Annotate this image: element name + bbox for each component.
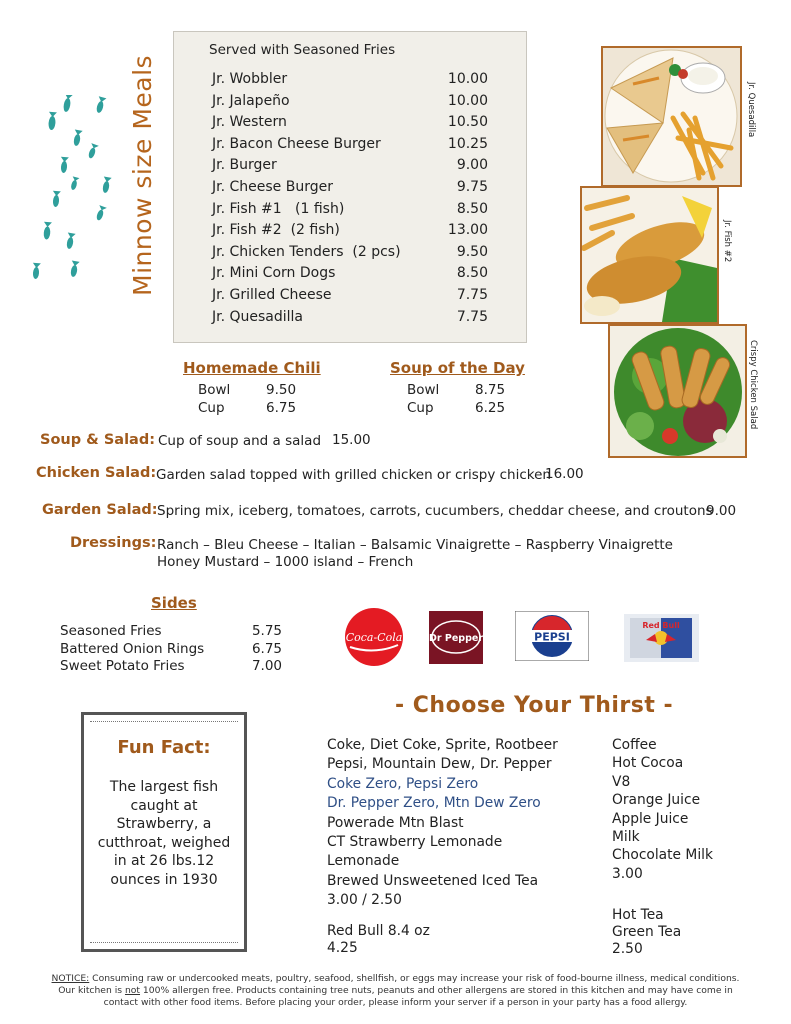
fish-icon [72,129,83,146]
minnow-item-name: Jr. Jalapeño [212,92,290,109]
minnow-item [212,177,488,199]
minnow-item-price: 9.50 [456,243,488,260]
soup-salad-label: Soup & Salad: [40,432,156,448]
minnow-item [212,220,488,242]
minnow-item [212,69,488,91]
drink-item: Hot Cocoa [612,755,684,772]
drink-item: Lemonade [327,853,400,870]
chili-bowl-row [198,381,321,399]
garden-salad-label: Garden Salad: [42,502,158,518]
minnow-item-name: Jr. Grilled Cheese [212,286,332,303]
minnow-item [212,134,488,156]
minnow-meals-title: Minnow size Meals [128,54,157,296]
drink-item: Coke, Diet Coke, Sprite, Rootbeer [327,737,558,753]
drink-item: V8 [612,773,631,790]
drink-item-zero: Coke Zero, Pepsi Zero [327,775,479,792]
chicken-salad-label: Chicken Salad: [36,465,157,481]
minnow-item [212,155,488,177]
notice-line-2 [10,985,781,997]
fish-icon [86,143,98,159]
served-with-note: Served with Seasoned Fries [209,42,396,58]
quesadilla-photo-label: Jr. Quesadilla [746,82,756,138]
chicken-salad-price: 16.00 [545,466,584,482]
red-bull-price: 4.25 [327,940,358,957]
drinks-column-1 [327,736,587,911]
side-item [60,658,282,676]
side-item-price: 5.75 [251,623,282,639]
fish-icon [31,263,40,280]
fun-fact-box [81,712,247,952]
fish-school-decoration [22,95,122,290]
fish-icon [95,96,107,114]
side-item [60,641,282,659]
minnow-item-price: 8.50 [456,200,488,217]
fish-icon [65,232,76,249]
soup-cup-price: 6.25 [475,400,506,416]
fish-icon [51,191,60,208]
minnow-item-price: 8.50 [456,265,488,282]
notice-line-3: contact with other food items. Before placing your order, please inform your server if a person in your party has a food allergy. [103,997,688,1008]
minnow-item-name: Jr. Cheese Burger [212,178,333,195]
chili-cup-row [198,399,321,417]
garden-salad-desc: Spring mix, iceberg, tomatoes, carrots, cucumbers, cheddar cheese, and croutons [157,503,713,519]
soup-salad-price: 15.00 [332,432,371,448]
coca-cola-logo [344,607,404,667]
dressings-line-1: Ranch – Bleu Cheese – Italian – Balsamic Vinaigrette – Raspberry Vinaigrette [157,537,673,553]
drink-item: Coffee [612,737,657,753]
drink-item: Pepsi, Mountain Dew, Dr. Pepper [327,756,552,773]
drinks-column-3 [612,907,681,957]
drink-item: Green Tea [612,923,682,940]
soup-of-day-title: Soup of the Day [390,359,525,377]
notice-line-1-text: Consuming raw or undercooked meats, poultry, seafood, shellfish, or eggs may increase your risk of food-bourne illness, medical conditions. [89,973,740,984]
soup-cup-label: Cup [407,400,434,416]
fun-fact-body: The largest fish caught at Strawberry, a cutthroat, weighed in at 26 lbs.12 ounces in 1930 [97,779,231,888]
drink-item: CT Strawberry Lemonade [327,834,503,851]
quesadilla-photo [601,46,742,187]
minnow-item-price: 10.00 [447,71,488,87]
chili-bowl-price: 9.50 [266,382,297,398]
fish-icon [62,95,73,113]
notice-not: not [124,985,141,996]
minnow-item-name: Jr. Quesadilla [212,308,304,325]
drink-item: Hot Tea [612,907,664,923]
dr-pepper-logo-text: Dr Pepper [429,633,483,644]
notice-line-1 [10,973,781,985]
minnow-menu-box [173,31,527,343]
choose-your-thirst-title: - Choose Your Thirst - [395,693,674,718]
fish-icon [69,260,80,277]
side-item-name: Battered Onion Rings [60,640,205,657]
minnow-item [212,112,488,134]
minnow-item-price: 10.50 [447,114,488,131]
homemade-chili-section [183,359,321,417]
drink-item: 2.50 [612,940,643,957]
side-item-name: Seasoned Fries [60,623,162,639]
side-item-price: 6.75 [251,640,282,657]
side-item-name: Sweet Potato Fries [60,658,185,674]
chili-cup-label: Cup [198,400,225,416]
sides-title: Sides [151,594,197,612]
drink-item: Orange Juice [612,792,701,809]
fish-icon [101,176,112,193]
minnow-item-price: 7.75 [456,286,488,303]
notice-label: NOTICE: [51,973,90,984]
pepsi-logo [515,611,589,661]
minnow-item [212,242,488,264]
red-bull-drink [327,922,430,959]
minnow-item-name: Jr. Burger [212,157,277,174]
red-bull-line: Red Bull 8.4 oz [327,923,430,939]
chili-cup-price: 6.75 [266,400,297,416]
coca-cola-logo-text: Coca-Cola [345,631,403,644]
fish-icon [94,205,106,221]
minnow-item-price: 9.00 [456,157,488,174]
soup-cup-row [407,399,525,417]
minnow-item-price: 10.25 [447,135,488,152]
soup-salad-desc: Cup of soup and a salad [158,433,322,449]
minnow-item-name: Jr. Bacon Cheese Burger [212,135,381,152]
minnow-item-price: 10.00 [447,92,488,109]
drink-item: Brewed Unsweetened Iced Tea [327,872,539,889]
minnow-item [212,199,488,221]
side-item [60,623,282,641]
drink-item: Apple Juice [612,810,689,827]
allergen-notice [10,973,781,1009]
red-bull-logo-text: Red Bull [642,621,680,630]
fish-icon [42,222,51,240]
fish-icon [69,176,79,190]
crispy-chicken-salad-photo [608,324,747,458]
dressings-label: Dressings: [70,535,157,551]
minnow-item-price: 13.00 [447,222,488,239]
minnow-item-price: 9.75 [456,178,488,195]
pepsi-logo-text: PEPSI [534,630,570,644]
sides-list [60,623,282,676]
minnow-item-name: Jr. Mini Corn Dogs [212,265,336,282]
minnow-item [212,91,488,113]
fun-fact-title: Fun Fact: [117,737,211,758]
fish-icon [59,157,68,174]
notice-line-2b: 100% allergen free. Products containing tree nuts, peanuts and other allergens are stored in this kitchen and may have come in [140,985,733,996]
drink-item: Chocolate Milk [612,847,713,864]
drink-item: 3.00 [612,865,643,882]
minnow-item-name: Jr. Western [212,114,287,131]
red-bull-logo [624,614,699,662]
drink-item: Milk [612,829,640,846]
homemade-chili-title: Homemade Chili [183,359,321,377]
notice-line-2a: Our kitchen is [58,985,125,996]
drink-item: Powerade Mtn Blast [327,814,464,831]
minnow-item-name: Jr. Chicken Tenders (2 pcs) [212,243,401,260]
dressings-line-2: Honey Mustard – 1000 island – French [157,554,414,570]
fish-photo-label: Jr. Fish #2 [722,220,732,263]
soup-of-day-section [390,359,525,417]
minnow-item [212,307,488,329]
minnow-item-name: Jr. Fish #2 (2 fish) [212,222,340,239]
drink-item-zero: Dr. Pepper Zero, Mtn Dew Zero [327,795,541,812]
minnow-item-name: Jr. Fish #1 (1 fish) [212,200,345,217]
soup-bowl-label: Bowl [407,382,440,398]
side-item-price: 7.00 [251,658,282,674]
minnow-item-name: Jr. Wobbler [212,71,288,87]
salad-photo-label: Crispy Chicken Salad [748,340,758,430]
minnow-item-list [212,69,488,328]
fish-photo [580,186,719,324]
minnow-item [212,285,488,307]
garden-salad-price: 9.00 [706,503,737,519]
minnow-item [212,263,488,285]
soup-bowl-price: 8.75 [475,382,506,398]
chili-bowl-label: Bowl [198,382,231,398]
drinks-column-2 [612,736,713,883]
chicken-salad-desc: Garden salad topped with grilled chicken or crispy chicken [156,467,551,483]
dr-pepper-logo [429,611,483,664]
drink-item: 3.00 / 2.50 [327,892,402,909]
soup-bowl-row [407,381,525,399]
fish-icon [47,112,57,131]
minnow-item-price: 7.75 [456,308,488,325]
